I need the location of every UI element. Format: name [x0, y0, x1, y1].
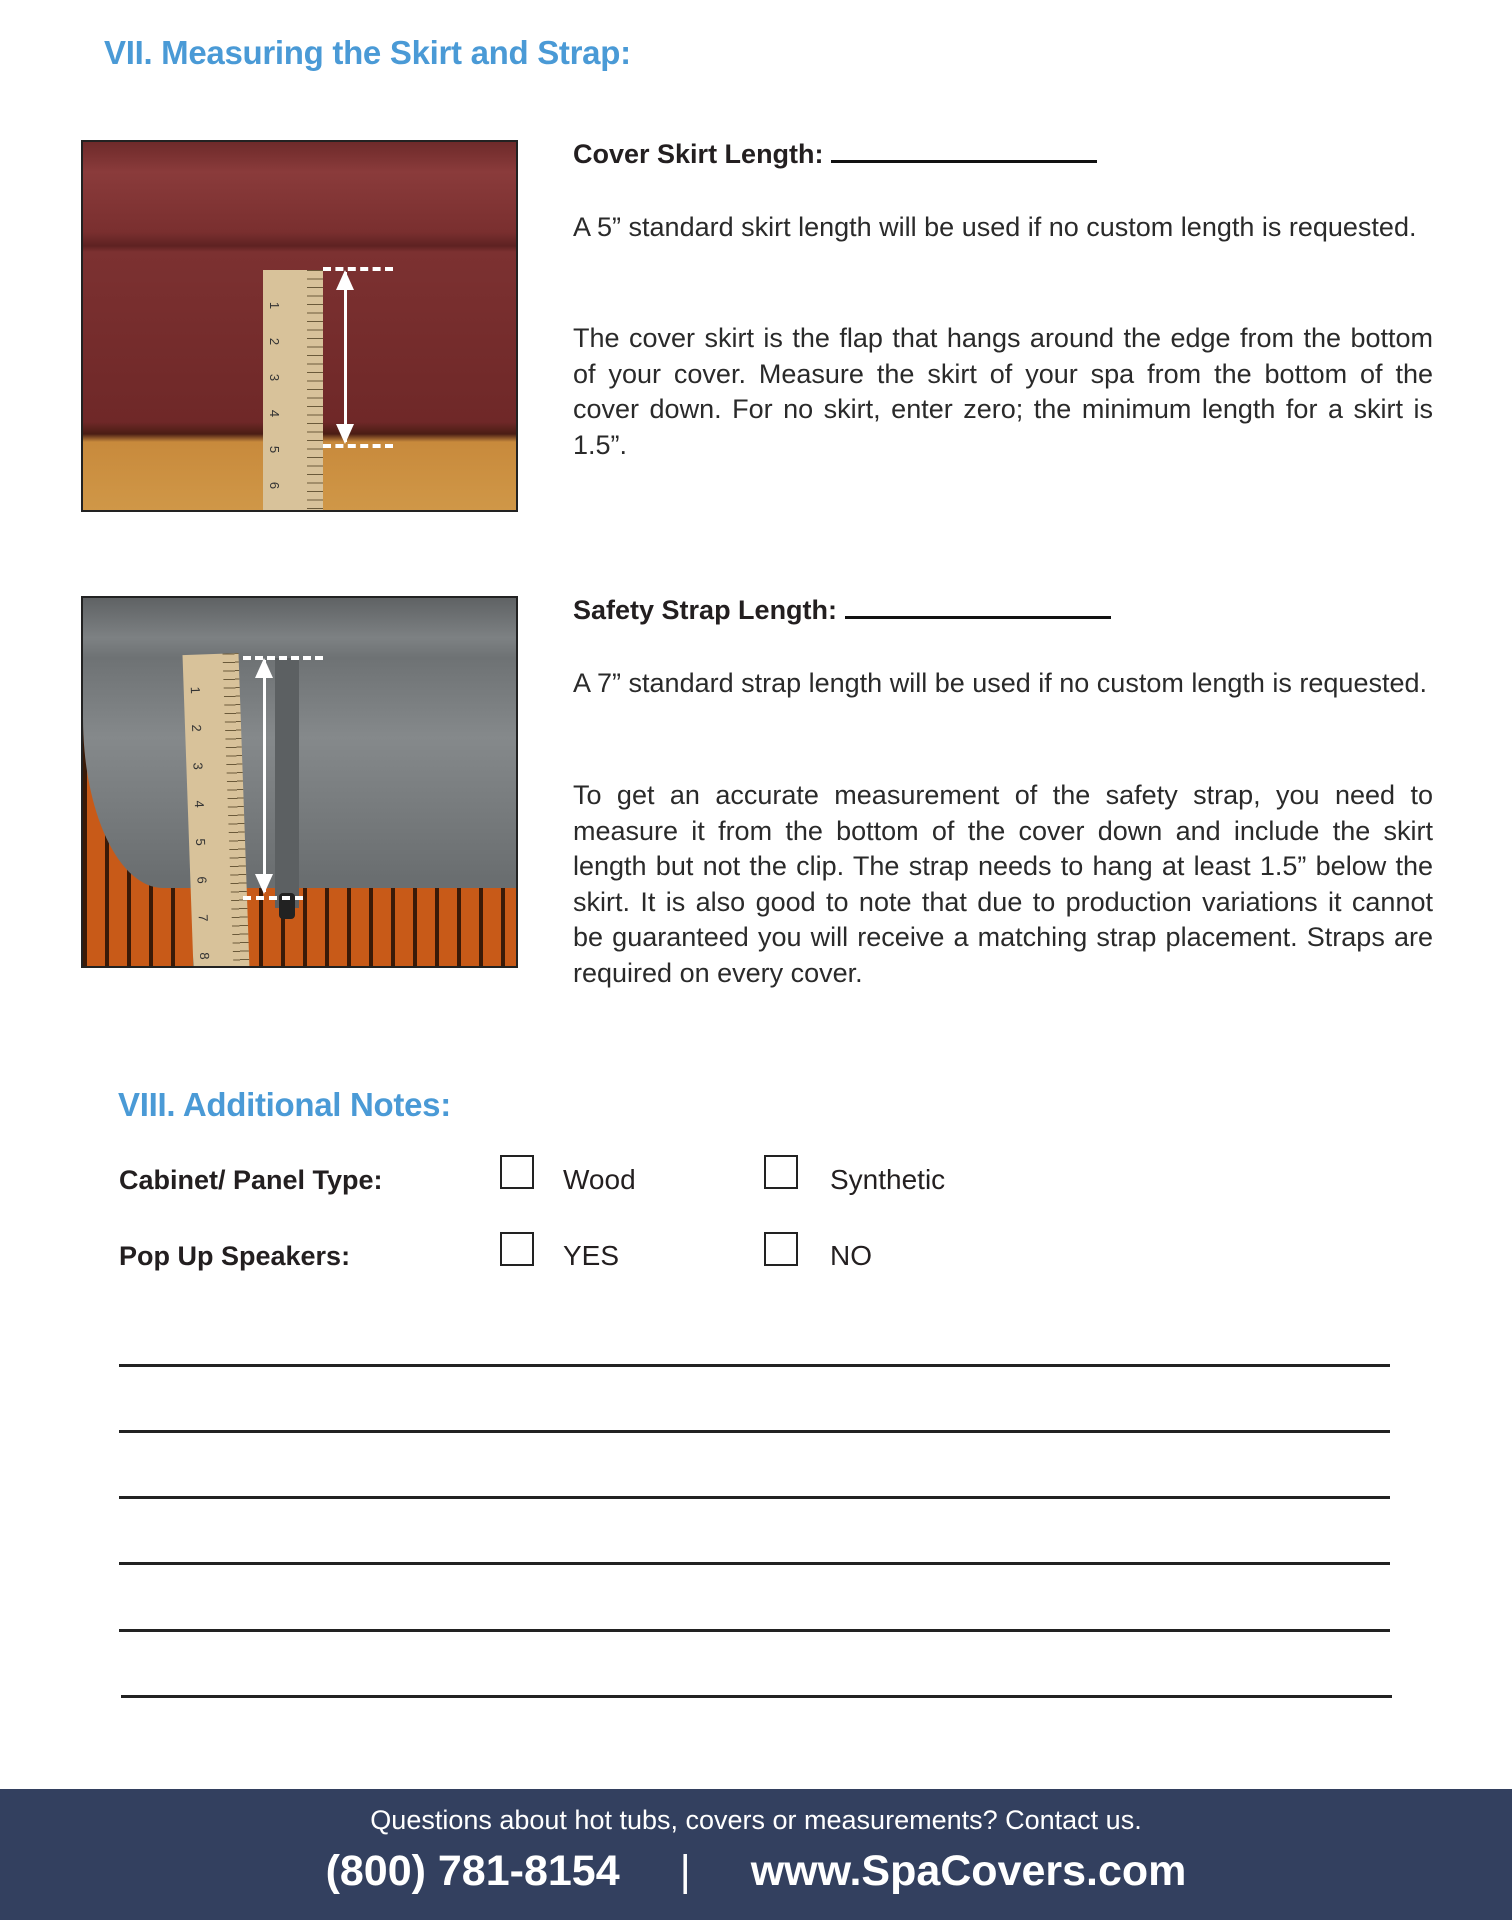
ruler-number: 4 — [191, 800, 207, 808]
ruler-number: 6 — [194, 876, 210, 884]
ruler-number: 1 — [187, 686, 203, 695]
yes-option-label: YES — [563, 1240, 620, 1271]
synthetic-checkbox[interactable] — [764, 1155, 798, 1189]
no-option-label: NO — [830, 1240, 872, 1271]
strap-measurement-photo — [81, 596, 518, 968]
no-checkbox[interactable] — [764, 1232, 798, 1266]
skirt-description-text: The cover skirt is the flap that hangs around the edge from the bottom of your cover. Measure the skirt of your spa from the bottom of the cover down. For no skirt, enter zero; the minimum length for a skirt is 1.5”. — [573, 323, 1433, 460]
section-7-title: VII. Measuring the Skirt and Strap: — [104, 34, 631, 71]
bottom-dashed-line — [323, 444, 393, 448]
grey-cover — [83, 598, 518, 888]
ruler-icon — [183, 653, 250, 968]
notes-line[interactable] — [119, 1430, 1390, 1433]
notes-line[interactable] — [119, 1629, 1390, 1632]
ruler-number: 1 — [267, 301, 283, 310]
ruler-number: 3 — [190, 762, 206, 770]
phone-number-link[interactable]: (800) 781-8154 — [325, 1847, 620, 1895]
ruler-number: 2 — [189, 724, 205, 732]
label-text: Cover Skirt Length: — [573, 139, 824, 169]
ruler-number: 4 — [267, 409, 283, 418]
yes-checkbox[interactable] — [500, 1232, 534, 1266]
contact-footer — [0, 1789, 1512, 1920]
bottom-dashed-line — [243, 896, 303, 900]
strap-description-text: To get an accurate measurement of the safety strap, you need to measure it from the bottom of the cover down and include the skirt length but not the clip. The strap needs to hang at least 1.5” below the skirt. It is also good to note that due to production variations it cannot be guaranteed you will receive a matching strap placement. Straps are required on every cover. — [573, 780, 1433, 988]
separator: | — [679, 1847, 691, 1895]
top-dashed-line — [323, 267, 393, 271]
safety-strap-length-label — [573, 592, 1111, 626]
skirt-measurement-photo — [81, 140, 518, 512]
skirt-length-blank[interactable] — [831, 136, 1097, 163]
ruler-number: 5 — [267, 445, 283, 454]
footer-question: Questions about hot tubs, covers or measurements? Contact us. — [370, 1805, 1142, 1835]
label-text: Safety Strap Length: — [573, 595, 838, 625]
footer-contact-line — [0, 1847, 1512, 1896]
pop-up-speakers-label: Pop Up Speakers: — [119, 1241, 351, 1271]
ruler-number: 6 — [267, 481, 283, 490]
ruler-number: 2 — [267, 337, 283, 346]
cabinet-panel-type-label: Cabinet/ Panel Type: — [119, 1165, 383, 1195]
synthetic-option-label: Synthetic — [830, 1164, 946, 1195]
notes-line[interactable] — [121, 1695, 1392, 1698]
cover-skirt-length-label — [573, 136, 1097, 170]
ruler-number: 3 — [267, 373, 283, 382]
notes-line[interactable] — [119, 1364, 1390, 1367]
wood-option-label: Wood — [563, 1164, 636, 1195]
ruler-number: 7 — [195, 914, 211, 922]
strap-length-blank[interactable] — [845, 592, 1111, 619]
strap-default-text: A 7” standard strap length will be used if no custom length is requested. — [573, 668, 1427, 698]
ruler-number: 8 — [197, 952, 213, 960]
notes-line[interactable] — [119, 1496, 1390, 1499]
ruler-number: 5 — [193, 838, 209, 846]
wood-checkbox[interactable] — [500, 1155, 534, 1189]
double-arrow-icon — [344, 272, 347, 442]
safety-strap — [275, 658, 299, 908]
section-8-title: VIII. Additional Notes: — [118, 1086, 451, 1123]
skirt-default-text: A 5” standard skirt length will be used if no custom length is requested. — [573, 212, 1417, 242]
notes-line[interactable] — [119, 1562, 1390, 1565]
website-link[interactable]: www.SpaCovers.com — [750, 1847, 1187, 1895]
ruler-icon — [263, 270, 323, 512]
double-arrow-icon — [263, 660, 266, 892]
